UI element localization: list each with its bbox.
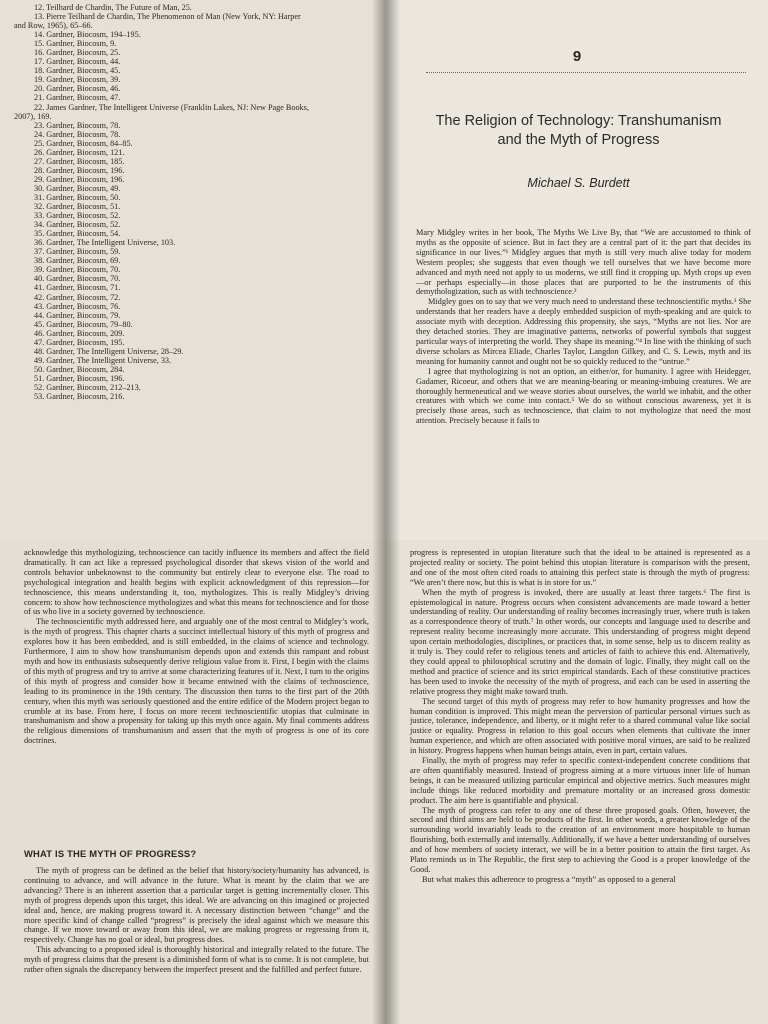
paragraph: progress is represented in utopian literature such that the ideal to be attained is represented as a projected reality or society. The point behind this utopian literature is comparison with the present, and one of the most often cited roads to attaining this perfect state is through the myth of progress: “We aren’t there now, but this is what is in store for us.” (410, 548, 750, 587)
endnote: 49. Gardner, The Intelligent Universe, 33. (34, 355, 172, 365)
endnote: 25. Gardner, Biocosm, 84–85. (34, 138, 133, 148)
endnote: 48. Gardner, The Intelligent Universe, 28–29. (34, 346, 184, 356)
page-gutter-shadow (372, 0, 386, 540)
chapter-author: Michael S. Burdett (527, 176, 630, 190)
paragraph: Finally, the myth of progress may refer to specific context-independent concrete conditions that are often quantifiably measured. Instead of progress aiming at a more virtuous inner life of human beings, it can be measured utilizing particular empirical and objective metrics. Such measures might include things like reduced morbidity and premature mortality or an increased gross domestic product. The aim here is quantifiable and physical. (410, 756, 750, 805)
endnote: 15. Gardner, Biocosm, 9. (34, 39, 117, 49)
section-heading: WHAT IS THE MYTH OF PROGRESS? (24, 848, 197, 859)
endnote: 32. Gardner, Biocosm, 51. (34, 202, 121, 212)
endnote: 45. Gardner, Biocosm, 79–80. (34, 319, 133, 329)
endnote: 14. Gardner, Biocosm, 194–195. (34, 30, 141, 40)
endnote: 2007), 169. (14, 111, 52, 121)
endnote: 36. Gardner, The Intelligent Universe, 103. (34, 238, 176, 248)
endnote: 35. Gardner, Biocosm, 54. (34, 229, 121, 239)
endnote: 46. Gardner, Biocosm, 209. (34, 328, 125, 338)
red-underline-mark: 53. Gardner, Biocosm, 216. (34, 392, 125, 402)
body-text-top (24, 548, 369, 746)
paragraph: acknowledge this mythologizing, technoscience can tacitly influence its members and affect the field dramatically. It can act like a repressed psychological disorder that skews vision of the world and controls behavior unbeknownst to the community but entirely clear to everyone else. The road to psychological integration and health begins with explicit acknowledgment of this repression—for technoscience, this means understanding it, too, mythologizes. This is really Midgley’s driving concern: to show how technoscience mythologizes and what this means for technoscience and for those of us who live in a society governed by technoscience. (24, 548, 369, 617)
body-text-right (410, 548, 750, 885)
endnote: 31. Gardner, Biocosm, 50. (34, 192, 121, 202)
endnote: and Row, 1965), 65–66. (14, 21, 93, 31)
endnotes-list (14, 3, 369, 401)
chapter-intro-text (416, 228, 751, 426)
endnote: 43. Gardner, Biocosm, 76. (34, 301, 121, 311)
endnote: 19. Gardner, Biocosm, 39. (34, 75, 121, 85)
right-page-chapter-opening (386, 0, 768, 540)
chapter-number: 9 (572, 48, 582, 65)
chapter-divider (426, 72, 746, 73)
endnote: 12. Teilhard de Chardin, The Future of Man, 25. (34, 3, 192, 12)
chapter-title-line-1: The Religion of Technology: Transhumanism (435, 113, 722, 129)
page-gutter-shadow (386, 540, 400, 1024)
endnote: 30. Gardner, Biocosm, 49. (34, 183, 121, 193)
paragraph: When the myth of progress is invoked, there are usually at least three targets.⁶ The first is epistemological in nature. Progress occurs when consistent advancements are made toward a better understanding of reality. Our understanding of reality becomes increasingly truer, where truth is taken as a correspondence theory of truth.⁷ In other words, our concepts and language used to describe and represent reality become increasingly more accurate. This understanding of progress might depend upon certain methodologies, disciplines, or practices that, in some sense, help us to discern reality as it truly is. They could refer to religious tenets and articles of faith to achieve this end. Alternatively, they could appeal to philosophical scrutiny and the domain of logic. Finally, they might call on the method and practice of science and its strict empirical standards. Each of these constitutive practices has been used to invoke the necessity of the myth of progress, and each can be used in asserting the relative progress they might make toward truth. (410, 587, 750, 696)
endnote: 22. James Gardner, The Intelligent Universe (Franklin Lakes, NJ: New Page Books, (34, 102, 309, 112)
chapter-title (406, 112, 751, 150)
endnote (14, 392, 369, 401)
red-underline-mark: 50. (110, 192, 121, 202)
endnote: 50. Gardner, Biocosm, 284. (34, 364, 125, 374)
right-page-body (386, 540, 768, 1024)
left-page-notes (0, 0, 386, 540)
page-gutter-shadow (386, 0, 400, 540)
endnote: 39. Gardner, Biocosm, 70. (34, 265, 121, 275)
paragraph: Midgley goes on to say that we very much need to understand these technoscientific myths.³ She understands that her readers have a deeply embedded suspicion of myth-speaking and are quick to associate myth with deception. Addressing this propensity, she says, “Myths are not lies. Nor are they detached stories. They are imaginative patterns, networks of powerful symbols that suggest particular ways of interpreting the world. They shape its meaning.”⁴ In line with the thinking of such diverse scholars as Mircea Eliade, Charles Taylor, Langdon Gilkey, and C. S. Lewis, myth and its meaning for humanity cannot and ought not be so quickly reduced to the “untrue.” (416, 297, 751, 366)
page-gutter-shadow (372, 540, 386, 1024)
endnote: 28. Gardner, Biocosm, 196. (34, 165, 125, 175)
endnote: 16. Gardner, Biocosm, 25. (34, 48, 121, 58)
red-underline-mark: 52. Gardner, Biocosm, 212–213. (34, 382, 141, 392)
endnote: 41. Gardner, Biocosm, 71. (34, 283, 121, 293)
red-underline-mark: 196. (110, 373, 125, 383)
paragraph: But what makes this adherence to progress a “myth” as opposed to a general (422, 874, 676, 884)
endnote: 24. Gardner, Biocosm, 78. (34, 129, 121, 139)
endnote: 18. Gardner, Biocosm, 45. (34, 66, 121, 76)
left-page-body (0, 540, 386, 1024)
endnote: 17. Gardner, Biocosm, 44. (34, 57, 121, 67)
endnote: 37. Gardner, Biocosm, 59. (34, 247, 121, 257)
endnote: 44. Gardner, Biocosm, 79. (34, 310, 121, 320)
endnote: 29. Gardner, Biocosm, 196. (34, 174, 125, 184)
endnote: 47. Gardner, Biocosm, 195. (34, 337, 125, 347)
endnote: 13. Pierre Teilhard de Chardin, The Phenomenon of Man (New York, NY: Harper (34, 12, 301, 22)
paragraph: Mary Midgley writes in her book, The Myths We Live By, that “We are accustomed to think of myths as the opposite of science. But in fact they are a central part of it: the part that decides its significance in our lives.”¹ Midgley argues that myth is still very much alive today for modern Western peoples; she suggests that even though we tell ourselves that we have become more advanced and myth need not apply to us moderns, we still find it cropping up. Myth crops up even—or perhaps especially—in those places that are purported to be the instruments of this demythologization, such as with technoscience.² (416, 228, 751, 297)
endnote: 40. Gardner, Biocosm, 70. (34, 274, 121, 284)
endnote: 20. Gardner, Biocosm, 46. (34, 84, 121, 94)
paragraph: The technoscientific myth addressed here, and arguably one of the most central to Midgley’s work, is the myth of progress. This chapter charts a succinct intellectual history of this myth of progress and explores how it has been embedded, and is still embedded, in the claims of science and technology. Furthermore, I aim to show how transhumanism depends upon and extends this rampant and robust myth and how its enthusiasts subsequently derive religious value from it. First, I begin with the claims of this myth of progress and try to arrive at some characterizing features of it. Next, I turn to the origins of this myth of progress and consider how it became entwined with the claims of technoscience, leading to its prominence in the 19th century. The discussion then turns to the first part of the 20th century, when this myth was seriously questioned and the entire edifice of the Modern project began to crumble at its base. From here, I focus on more recent technoscientific utopias that culminate in transhumanism and show a propensity for taking up this myth once again. My final comments address the religious dimensions of transhumanism and assert that the myth of progress is one of its core doctrines. (24, 617, 369, 746)
endnote: 21. Gardner, Biocosm, 47. (34, 93, 121, 103)
body-text-section (24, 866, 369, 975)
paragraph: The second target of this myth of progress may refer to how humanity progresses and how the human condition is improved. This might mean the perversion of particular personal virtues such as justice, tolerance, independence, and liberty, or it might refer to a shared communal value like social justice or equality. Progress in relation to this goal occurs when elements that cultivate the inner human experience, and which are often associated with positive moral virtues, are said to be realized in history. Progress happens when human beings attain, even in part, certain values. (410, 696, 750, 756)
endnote: 38. Gardner, Biocosm, 69. (34, 256, 121, 266)
endnote: 51. Gardner, Biocosm, 196. (34, 373, 125, 383)
endnote: 26. Gardner, Biocosm, 121. (34, 147, 125, 157)
paragraph: The myth of progress can refer to any one of these three proposed goals. Often, however, the second and third aims are held to be products of the first. In other words, a greater knowledge of the surrounding world invariably leads to the creation of an environment more hospitable to human flourishing, both externally and internally. Additionally, if we have a better understanding of ourselves and of how members of society interact, we will be in a better position to attain the first target. As Plato reminds us in The Republic, the first step to achieving the Good is a proper knowledge of the Good. (410, 805, 750, 874)
endnote: 23. Gardner, Biocosm, 78. (34, 120, 121, 130)
endnote: 33. Gardner, Biocosm, 52. (34, 211, 121, 221)
chapter-title-line-2: and the Myth of Progress (497, 132, 660, 148)
red-underline-mark: 59. (110, 247, 121, 257)
endnote: 27. Gardner, Biocosm, 185. (34, 156, 125, 166)
paragraph: The myth of progress can be defined as the belief that history/society/humanity has advanced, is continuing to advance, and will advance in the future. What is meant by the claim that we are advancing? There is an inherent assertion that a particular target is getting incrementally closer. This myth of progress depends upon this target, this ideal. We are advancing on this imagined or projected ideal and, hence, are making progress toward it. A necessary distinction between “change” and the more specific kind of change called “progress” is precisely the ideal against which we measure this change. If we move toward or away from this ideal, we are making progress or regressing from it, respectively. Change has no goal or ideal, but progress does. (24, 866, 369, 945)
endnote: 34. Gardner, Biocosm, 52. (34, 220, 121, 230)
endnote: 42. Gardner, Biocosm, 72. (34, 292, 121, 302)
paragraph: This advancing to a proposed ideal is thoroughly historical and integrally related to the future. The myth of progress claims that the present is a diminished form of what is to come. It is not complete, but rather often signals the discrepancy between the imperfect present and the fulfilled and perfect future. (24, 945, 369, 975)
paragraph: I agree that mythologizing is not an option, an either/or, for humanity. I agree with Heidegger, Gadamer, Ricoeur, and others that we are meaning-bearing or meaning-imbuing creatures. We are thoroughly hermeneutical and we weave stories about ourselves, the world we inhabit, and the other creatures with which we come into contact.⁵ We do so without conscious awareness, yet it is precisely those areas, such as technoscience, that claim to not mythologize that need the most attention. Precisely because it fails to (416, 366, 751, 426)
endnote (14, 383, 369, 392)
